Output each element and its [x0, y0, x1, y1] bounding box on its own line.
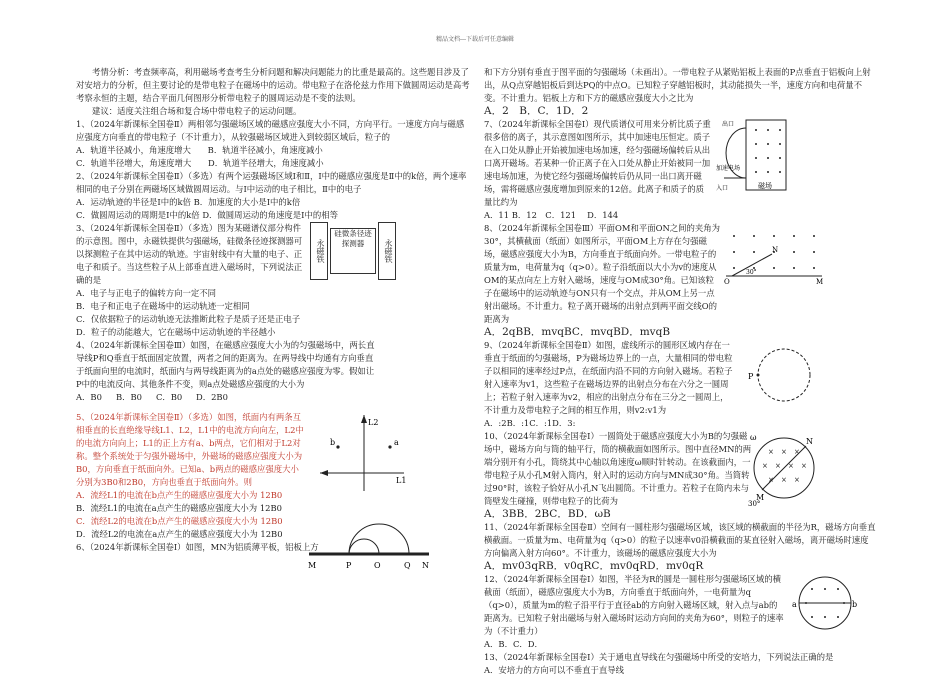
- q9-stem: 9、（2024年新课标全国卷Ⅱ）如图，虚线所示的圆形区域内存在一垂直于纸面的匀强磁场，P为磁场边界上的一点，大量相同的带电粒子以相同的速率经过P点，在纸面内沿不同的方向射入磁场。若粒子射入速率为v1，这些粒子在磁场边界的出射点分布在六分之一圆周上；若粒子射入速率为v2，相应的出射点分布在三分之一圆周上，不计重力及带电粒子之间的相互作用，则v2:v1为: [484, 340, 733, 415]
- q4-option-d: D．2B0: [196, 392, 228, 402]
- q1-options-ab: A．轨道半径减小，角速度增大 B．轨道半径减小，角速度减小: [76, 145, 323, 155]
- q12-options: A．B．C．D．: [484, 639, 543, 649]
- q1-options-cd: C．轨道半径增大，角速度增大 D．轨道半径增大，角速度减小: [76, 158, 324, 168]
- aluminum-plate-figure: [304, 514, 434, 574]
- right-column: [484, 66, 876, 677]
- q3-option-b: B．电子和正电子在磁场中的运动轨迹一定相同: [76, 301, 250, 311]
- label-omega: ω: [750, 433, 757, 442]
- q13-stem: 13、（2024年新课标全国卷Ⅰ）关于通电直导线在匀强磁场中所受的安培力，下列说法正确的是: [484, 652, 834, 662]
- label-exit: 出口: [722, 121, 735, 128]
- label-angle8: 30°: [746, 269, 757, 276]
- label-q: Q: [404, 561, 411, 570]
- label-entry: 入口: [716, 185, 729, 192]
- circular-field-figure: [748, 343, 818, 407]
- label-b: b: [330, 438, 336, 447]
- cylindrical-field-figure: [790, 573, 860, 633]
- q11-stem: 11、（2024年新课标全国卷Ⅱ）空间有一圆柱形匀强磁场区域，该区域的横截面的半径为R，磁场方向垂直横截面。一质量为m、电荷量为q（q>0）的粒子以速率v0沿横截面的某直径射入磁场，离开磁场时速度方向偏离入射方向60°。不计重力，该磁场的磁感应强度大小为: [484, 522, 876, 558]
- label-angle10: 30°: [748, 500, 761, 506]
- q3-stem: 3、（2024年新课标全国卷Ⅱ）（多选）图为某磁谱仪部分构件的示意图。图中，永磁铁提供匀强磁场，硅微条径迹探测器可以探测粒子在其中运动的轨迹。宇宙射线中有大量的电子、正电子和质子。当这些粒子从上部垂直进入磁场时，下列说法正确的是: [76, 223, 303, 285]
- svg-text:×: ×: [762, 462, 768, 470]
- q4-options: [76, 391, 470, 411]
- q9-options: A．:2B．:1C．:1D．3:: [484, 418, 576, 428]
- label-b12: b: [852, 600, 858, 609]
- label-p9: P: [748, 372, 754, 381]
- label-m8: M: [816, 278, 824, 284]
- label-l2: L2: [368, 418, 379, 427]
- magnetic-spectrometer-figure: [310, 222, 400, 282]
- svg-text:×: ×: [801, 462, 807, 470]
- right-magnet: 永磁铁: [378, 222, 396, 280]
- svg-text:×: ×: [794, 476, 800, 484]
- label-accel: 加速电场: [716, 165, 741, 172]
- label-a12: a: [792, 600, 797, 609]
- svg-text:×: ×: [768, 476, 774, 484]
- q5-stem: 5、（2024年新课标全国卷Ⅱ）（多选）如图，纸面内有两条互相垂直的长直绝缘导线L1、L2，L1中的电流方向向左，L2中的电流方向向上；L1的正上方有a、b两点，它们相对于L2对称。整个系统处于匀强外磁场中，外磁场的磁感应强度大小为B0，方向垂直于纸面向外。已知a、b两点的磁感应强度大小分别为3B0和2B0，方向也垂直于纸面向外。则: [76, 412, 304, 487]
- label-n8: N: [772, 246, 779, 254]
- q6-options: A．2 B．C．1D．2: [484, 105, 589, 117]
- page-header: 精品文档---下载后可任意编辑: [435, 36, 515, 43]
- intro-analysis: 考情分析：考查频率高，利用磁场考查考生分析问题和解决问题能力的比重是最高的。这些题目涉及了对安培力的分析，但主要讨论的是带电粒子在磁场中的运动。带电粒子在洛伦兹力作用下做圆周运动是高考考察永恒的主题，结合平面几何图形分析带电粒子的圆周运动是不变的法则。: [76, 67, 470, 103]
- q4-option-a: A．B0: [76, 392, 102, 402]
- left-magnet: 永磁铁: [310, 222, 328, 280]
- label-m: M: [308, 561, 317, 570]
- mass-spectrometer-figure: [716, 118, 796, 194]
- label-o8: O: [724, 278, 730, 284]
- q11-options: A．mv03qRB．v0qRC．mv0qRD．mv0qR: [484, 560, 704, 572]
- q8-stem: 8、（2024年新课标全国卷Ⅲ）平面OM和平面ON之间的夹角为30°，其横截面（纸面）如图所示，平面OM上方存在匀强磁场，磁感应强度大小为B，方向垂直于纸面向外。一带电粒子的质量为m，电荷量为q（q>0）。粒子沿纸面以大小为v的速度从OM的某点向左上方射入磁场，速度与OM成30°角。已知该粒子在磁场中的运动轨迹与ON只有一个交点，并从OM上另一点射出磁场。不计重力。粒子离开磁场的出射点到两平面交线O的距离为: [484, 223, 721, 324]
- q10-options: A．3BB．2BC．BD．ωB: [484, 508, 611, 520]
- q2-options-ab: A．运动轨迹的半径是Ⅰ中的k倍 B．加速度的大小是Ⅰ中的k倍: [76, 197, 301, 207]
- svg-text:×: ×: [781, 448, 787, 456]
- svg-text:×: ×: [768, 448, 774, 456]
- label-o: O: [374, 561, 381, 570]
- label-field: 磁场: [758, 182, 772, 190]
- q10-stem: 10、（2024年新课标全国卷Ⅰ）一圆筒处于磁感应强度大小为B的匀强磁场中，磁场方向与筒的轴平行，筒的横截面如图所示。图中直径MN的两端分别开有小孔，筒绕其中心轴以角速度ω顺时针转动。在该截面内，一带电粒子从小孔M射入筒内，射入时的运动方向与MN成30°角。当筒转过90°时，该粒子恰好从小孔N飞出圆筒。不计重力。若粒子在筒内未与筒壁发生碰撞，则带电粒子的比荷为: [484, 431, 752, 506]
- q5-option-b: B．流经L1的电流在a点产生的磁感应强度大小为 12B0: [76, 503, 282, 513]
- q6-stem-cont: 和下方分别有垂直于图平面的匀强磁场（未画出）。一带电粒子从紧贴铝板上表面的P点垂直于铝板向上射出，从Q点穿越铝板后到达PQ的中点O。已知粒子穿越铝板时，其动能损失一半，速度方向和电荷量不变。不计重力。铝板上方和下方的磁感应强度大小之比为: [484, 67, 871, 103]
- q4-stem: 4、（2024年新课标全国卷Ⅲ）如图，在磁感应强度大小为的匀强磁场中，两长直导线P和Q垂直于纸面固定放置，两者之间的距离为。在两导线中均通有方向垂直于纸面向里的电流时，纸面内与两导线距离为的a点处的磁感应强度为零。假如让P中的电流反向、其他条件不变，则a点处磁感应强度的大小为: [76, 340, 375, 389]
- svg-text:×: ×: [788, 462, 794, 470]
- q3-option-c: C．仅依据粒子的运动轨迹无法推断此粒子是质子还是正电子: [76, 314, 301, 324]
- label-l1: L1: [396, 476, 407, 485]
- q2-options-cd: C．做圆周运动的周期是Ⅰ中的k倍 D．做圆周运动的角速度是Ⅰ中的相等: [76, 210, 338, 220]
- q7-options: A．11 B．12 C．121 D．144: [484, 210, 619, 220]
- q4-option-c: C．B0: [156, 392, 183, 402]
- label-m10: M: [756, 493, 765, 502]
- label-n: N: [422, 561, 429, 570]
- q5-option-c: C．流经L2的电流在b点产生的磁感应强度大小为 12B0: [76, 516, 283, 526]
- label-n10: N: [806, 437, 813, 446]
- q6-stem-start: 6、（2024年新课标全国卷Ⅰ）如图，MN为铝质薄平板，铝板上方: [76, 542, 319, 552]
- angled-planes-figure: [724, 228, 824, 284]
- q2-stem: 2、（2024年新课标全国卷Ⅱ）（多选）有两个运强磁场区域Ⅰ和Ⅱ，Ⅰ中的磁感应强度是Ⅱ中的k倍，两个速率相同的电子分别在两磁场区域做圆周运动。与Ⅰ中运动的电子相比，Ⅱ中的电子: [76, 171, 467, 194]
- q12-stem: 12、（2024年新课标全国卷Ⅰ）如图，半径为R的圆是一圆柱形匀强磁场区域的横截面（纸面），磁感应强度大小为B，方向垂直于纸面向外，一电荷量为q（q>0），质量为m的粒子沿平行于直径ab的方向射入磁场区域，射入点与ab的距离为。已知粒子射出磁场与射入磁场时运动方向间的夹角为60°，则粒子的速率为（不计重力）: [484, 574, 784, 636]
- rotating-cylinder-figure: [748, 430, 818, 506]
- q1-stem: 1、（2024年新课标全国卷Ⅱ）两相邻匀强磁场区域的磁感应强度大小不同，方向平行。一速度方向与磁感应强度方向垂直的带电粒子（不计重力），从较强磁场区域进入到较弱区域后，粒子的: [76, 119, 465, 142]
- q8-options: A．2qBB．mvqBC．mvqBD．mvqB: [484, 326, 671, 338]
- q13-option-a: A．安培力的方向可以不垂直于直导线: [484, 665, 625, 675]
- q7-stem: 7、（2024年新课标全国卷Ⅰ）现代质谱仪可用来分析比质子重很多倍的离子，其示意图如图所示，其中加速电压恒定。质子在入口处从静止开始被加速电场加速，经匀强磁场偏转后从出口离开磁场。若某种一价正离子在入口处从静止开始被同一加速电场加速，为使它经匀强磁场偏转后仍从同一出口离开磁场，需将磁感应强度增加到原来的12倍。此离子和质子的质量比约为: [484, 119, 711, 207]
- intro-advice: 建议：适度关注组合场和复合场中带电粒子的运动问题。: [92, 106, 302, 116]
- svg-text:×: ×: [794, 448, 800, 456]
- label-p: P: [346, 561, 352, 570]
- svg-text:×: ×: [775, 462, 781, 470]
- q5-option-a: A．流经L1的电流在b点产生的磁感应强度大小为 12B0: [76, 490, 283, 500]
- detector-box: 硅微条径迹探测器: [330, 228, 376, 274]
- q3-option-a: A．电子与正电子的偏转方向一定不同: [76, 288, 217, 298]
- left-column: [76, 66, 470, 570]
- label-a: a: [394, 438, 399, 447]
- q5-option-d: D．流经L2的电流在a点产生的磁感应强度大小为 12B0: [76, 529, 283, 539]
- wires-figure: [316, 411, 408, 493]
- svg-text:×: ×: [781, 476, 787, 484]
- q4-option-b: B．B0: [116, 392, 143, 402]
- q3-option-d: D．粒子的动能越大，它在磁场中运动轨迹的半径越小: [76, 327, 276, 337]
